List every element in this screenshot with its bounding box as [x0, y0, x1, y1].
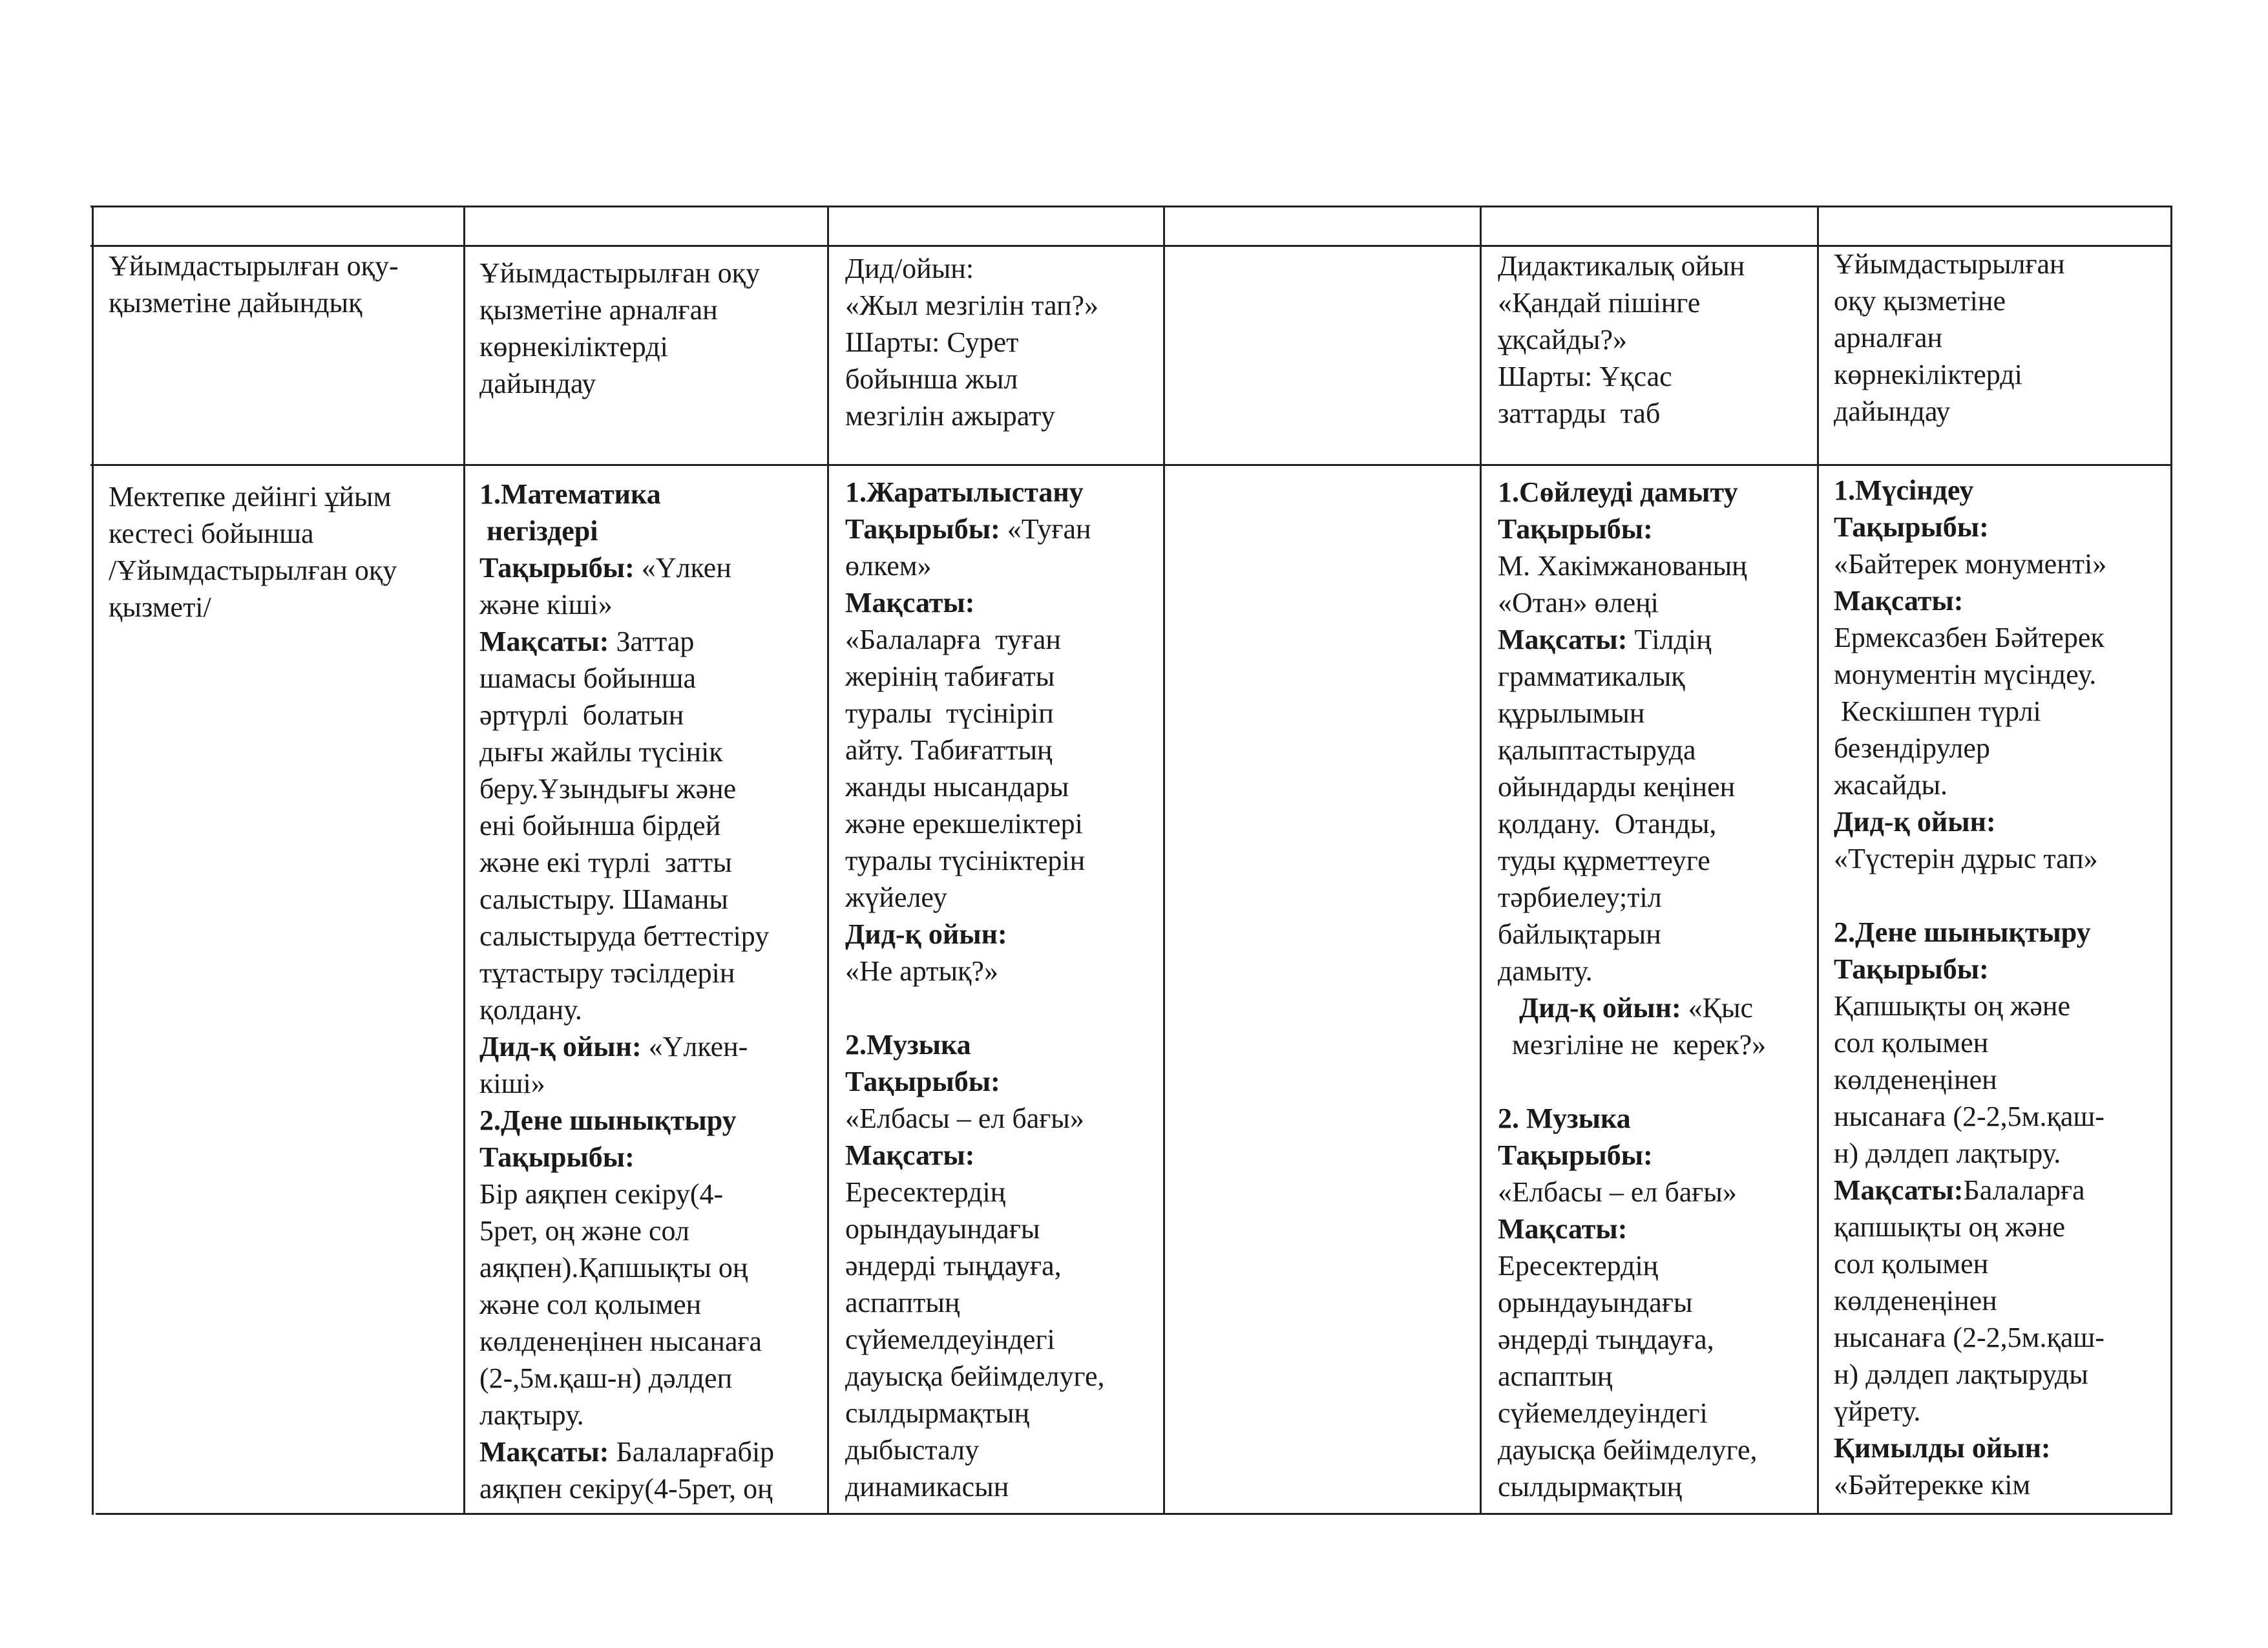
cell-line: [1498, 989, 1766, 1026]
line-text: орындауындағы: [845, 1213, 1040, 1245]
cell-line: [845, 474, 1105, 511]
line-text: аяқпен секіру(4-5рет, оң: [479, 1473, 773, 1505]
line-text: туралы түсініктерін: [845, 845, 1086, 876]
cell-line: [1498, 621, 1766, 658]
cell-line: [845, 1100, 1105, 1137]
line-text: «Байтерек монументі»: [1834, 548, 2107, 580]
line-text: дауысқа бейімделуге,: [1498, 1434, 1758, 1466]
line-text: тәрбиелеу;тіл: [1498, 882, 1662, 913]
cell-line: Дидактикалық ойын: [1498, 250, 1745, 282]
line-text: ойындарды кеңінен: [1498, 771, 1736, 803]
cell-line: [845, 1174, 1105, 1210]
cell-line: [1834, 1430, 2106, 1466]
line-text: н) дәлдеп лақтыру.: [1834, 1137, 2061, 1169]
line-text: қолдану.: [479, 994, 582, 1026]
cell-line: [1834, 1466, 2106, 1503]
table-col-rule: [2170, 206, 2172, 1515]
cell-line: [845, 879, 1105, 916]
cell-line: көрнекіліктерді: [1834, 359, 2022, 390]
cell-line: [1498, 1431, 1766, 1468]
line-text: салыстыруда беттестіру: [479, 920, 770, 952]
bold-label: Тақырыбы:: [845, 1066, 1000, 1097]
table-col-rule: [827, 206, 829, 1515]
line-text: орындауындағы: [1498, 1287, 1693, 1318]
line-text: құрылымын: [1498, 697, 1645, 729]
line-text: айту. Табиғаттың: [845, 734, 1053, 766]
line-text: қызметі/: [109, 591, 211, 623]
line-text: және ерекшеліктері: [845, 808, 1083, 840]
line-text: «Үлкен: [641, 552, 731, 584]
cell-line: [1834, 582, 2106, 619]
cell-line: [845, 621, 1105, 658]
line-text: «Түстерін дұрыс тап»: [1834, 843, 2098, 874]
bold-label: Тақырыбы:: [845, 513, 1007, 545]
cell-line: [845, 1063, 1105, 1100]
cell-line: [845, 1431, 1105, 1468]
bold-label: Мақсаты:: [1834, 1174, 1964, 1206]
line-text: нысанаға (2-2,5м.қаш-: [1834, 1322, 2105, 1353]
cell-line: [1498, 1174, 1766, 1210]
cell-line: [479, 1028, 774, 1065]
cell-line: [1834, 509, 2106, 545]
table-col-rule: [1817, 206, 1819, 1515]
table-col-rule: [1163, 206, 1165, 1515]
cell-line: [845, 511, 1105, 547]
line-text: Кескішпен түрлі: [1834, 695, 2041, 727]
line-text: салыстыру. Шаманы: [479, 883, 728, 915]
line-text: сүйемелдеуіндегі: [1498, 1397, 1708, 1429]
header-cell-col2: [479, 255, 760, 402]
cell-line: [1498, 1468, 1766, 1505]
cell-line: [479, 660, 774, 697]
cell-line: [1834, 877, 2106, 914]
cell-line: [1498, 1321, 1766, 1358]
cell-line: [479, 1176, 774, 1212]
line-text: кіші»: [479, 1068, 545, 1099]
cell-line: [1834, 656, 2106, 693]
line-text: дауысқа бейімделуге,: [845, 1360, 1105, 1392]
cell-line: [1498, 474, 1766, 511]
cell-line: [845, 1321, 1105, 1358]
table-col-rule: [463, 206, 465, 1515]
bold-label: 1.Сөйлеуді дамыту: [1498, 476, 1738, 508]
cell-line: дайындау: [479, 368, 596, 399]
cell-line: [479, 1249, 774, 1286]
cell-line: бойынша жыл: [845, 363, 1018, 395]
cell-line: [479, 918, 774, 955]
line-text: жасайды.: [1834, 769, 1948, 801]
cell-line: [1498, 879, 1766, 916]
header-cell-col1: [109, 248, 399, 321]
line-text: қолдану. Отанды,: [1498, 808, 1717, 840]
line-text: сүйемелдеуіндегі: [845, 1324, 1055, 1355]
line-text: қалыптастыруда: [1498, 734, 1696, 766]
cell-line: қызметіне арналған: [479, 294, 718, 326]
line-text: дыбысталу: [845, 1434, 980, 1466]
cell-line: [479, 770, 774, 807]
cell-line: [479, 1397, 774, 1433]
cell-line: [845, 1358, 1105, 1395]
cell-line: «Қандай пішінге: [1498, 287, 1701, 319]
cell-line: [1498, 1026, 1766, 1063]
cell-line: ұқсайды?»: [1498, 324, 1627, 355]
cell-line: [479, 1286, 774, 1323]
bold-label: 1.Мүсіндеу: [1834, 474, 1974, 506]
cell-line: [1834, 472, 2106, 509]
bold-label: Тақырыбы:: [1834, 511, 1989, 543]
cell-line: [479, 1065, 774, 1102]
cell-line: [1498, 732, 1766, 768]
cell-line: Шарты: Сурет: [845, 326, 1019, 358]
line-text: «Елбасы – ел бағы»: [845, 1103, 1084, 1134]
cell-line: [1834, 1245, 2106, 1282]
cell-line: [1498, 1137, 1766, 1174]
cell-line: [479, 1139, 774, 1176]
cell-line: [1498, 1247, 1766, 1284]
header-cell-col6: [1834, 246, 2065, 430]
cell-line: [1498, 1358, 1766, 1395]
line-text: тұтастыру тәсілдерін: [479, 957, 735, 989]
line-text: жерінің табиғаты: [845, 660, 1055, 692]
header-cell-col5: [1498, 248, 1745, 432]
cell-line: арналған: [1834, 322, 1943, 354]
activity-cell-col2: [479, 476, 774, 1507]
line-text: н) дәлдеп лақтыруды: [1834, 1358, 2088, 1390]
line-text: жанды нысандары: [845, 771, 1069, 803]
cell-line: [479, 586, 774, 623]
cell-line: «Жыл мезгілін тап?»: [845, 290, 1099, 321]
cell-line: [845, 658, 1105, 695]
bold-label: Мақсаты:: [479, 626, 616, 657]
line-text: М. Хакімжанованың: [1498, 550, 1747, 582]
cell-line: [1834, 803, 2106, 840]
cell-line: [845, 1137, 1105, 1174]
cell-line: [1834, 914, 2106, 951]
line-text: «Үлкен-: [648, 1031, 748, 1062]
activity-cell-col6: [1834, 472, 2106, 1503]
bold-label: Мақсаты:: [845, 1139, 975, 1171]
cell-line: [479, 1433, 774, 1470]
cell-line: [845, 953, 1105, 989]
line-text: сол қолымен: [1834, 1248, 1989, 1280]
cell-line: [1498, 1063, 1766, 1100]
cell-line: [1834, 1135, 2106, 1172]
cell-line: [479, 991, 774, 1028]
cell-line: [1834, 619, 2106, 656]
cell-line: [1834, 545, 2106, 582]
cell-line: [1834, 1209, 2106, 1245]
line-text: шамасы бойынша: [479, 662, 697, 694]
bold-label: Мақсаты:: [1498, 624, 1635, 655]
cell-line: [845, 732, 1105, 768]
line-text: көлденеңінен: [1834, 1064, 1997, 1095]
cell-line: [845, 768, 1105, 805]
cell-line: [845, 916, 1105, 953]
bold-label: Тақырыбы:: [479, 552, 642, 584]
cell-line: [1834, 951, 2106, 988]
cell-line: [1498, 1395, 1766, 1431]
line-text: байлықтарын: [1498, 918, 1661, 950]
line-text: беру.Ұзындығы және: [479, 773, 737, 805]
table-rule-middle: [90, 464, 2172, 466]
cell-line: [1498, 1100, 1766, 1137]
line-text: 5рет, оң және сол: [479, 1215, 689, 1247]
table-border-top: [90, 206, 2172, 207]
cell-line: [479, 1212, 774, 1249]
cell-line: [1498, 695, 1766, 732]
cell-line: [109, 552, 397, 589]
bold-label: Тақырыбы:: [479, 1141, 635, 1173]
cell-line: [1834, 1172, 2106, 1209]
cell-line: мезгілін ажырату: [845, 400, 1055, 432]
cell-line: Шарты: Ұқсас: [1498, 361, 1672, 392]
line-text: безендірулер: [1834, 732, 1990, 764]
line-text: Мектепке дейінгі ұйым: [109, 481, 392, 512]
line-text: мезгіліне не керек?»: [1498, 1029, 1767, 1061]
cell-line: [1498, 1210, 1766, 1247]
line-text: және сол қолымен: [479, 1289, 702, 1320]
cell-line: [845, 1284, 1105, 1321]
cell-line: Ұйымдастырылған оқу: [479, 257, 760, 289]
table-col-rule: [92, 206, 94, 1515]
cell-line: [479, 1323, 774, 1360]
line-text: кестесі бойынша: [109, 518, 314, 549]
line-text: дамыту.: [1498, 955, 1593, 987]
cell-line: [1834, 988, 2106, 1024]
line-text: /Ұйымдастырылған оқу: [109, 555, 397, 586]
cell-line: [1498, 1284, 1766, 1321]
line-text: (2-,5м.қаш-н) дәлдеп: [479, 1362, 733, 1394]
line-text: грамматикалық: [1498, 660, 1685, 692]
cell-line: [479, 844, 774, 881]
bold-label: Мақсаты:: [1834, 585, 1964, 617]
line-text: аспаптың: [845, 1287, 960, 1318]
line-text: әртүрлі болатын: [479, 699, 684, 731]
line-text: қапшықты оң және: [1834, 1211, 2066, 1243]
line-text: ені бойынша бірдей: [479, 810, 721, 841]
bold-label: Дид-қ ойын:: [479, 1031, 649, 1062]
cell-line: [1498, 768, 1766, 805]
cell-line: [1834, 1024, 2106, 1061]
cell-line: [109, 478, 397, 515]
cell-line: [479, 734, 774, 770]
line-text: Қапшықты оң және: [1834, 990, 2071, 1022]
line-text: Тілдің: [1634, 624, 1712, 655]
cell-line: [845, 547, 1105, 584]
cell-line: [845, 1395, 1105, 1431]
cell-line: қызметіне дайындық: [109, 287, 362, 319]
line-text: өлкем»: [845, 550, 932, 582]
bold-label: Қимылды ойын:: [1834, 1432, 2051, 1464]
line-text: «Не артық?»: [845, 955, 998, 987]
cell-line: [479, 1102, 774, 1139]
cell-line: [1834, 1061, 2106, 1098]
cell-line: оқу қызметіне: [1834, 285, 2006, 317]
cell-line: [845, 842, 1105, 879]
cell-line: [1834, 730, 2106, 766]
bold-label: 2.Дене шынықтыру: [479, 1104, 737, 1136]
bold-label: Дид-қ ойын:: [845, 918, 1007, 950]
line-text: Ересектердің: [845, 1176, 1006, 1208]
cell-line: [1834, 1098, 2106, 1135]
table-border-bottom: [96, 1513, 2172, 1515]
cell-line: [845, 805, 1105, 842]
line-text: сол қолымен: [1834, 1027, 1989, 1059]
cell-line: [109, 515, 397, 552]
cell-line: [845, 989, 1105, 1026]
cell-line: [1498, 511, 1766, 547]
line-text: аспаптың: [1498, 1360, 1613, 1392]
cell-line: [1498, 658, 1766, 695]
cell-line: [479, 1470, 774, 1507]
line-text: «Елбасы – ел бағы»: [1498, 1176, 1737, 1208]
line-text: «Балаларға туған: [845, 624, 1061, 655]
header-cell-col3: [845, 250, 1098, 434]
bold-label: Мақсаты:: [479, 1436, 616, 1468]
cell-line: Дид/ойын:: [845, 253, 974, 284]
cell-line: [1834, 1282, 2106, 1319]
line-text: көлденеңінен нысанаға: [479, 1326, 762, 1357]
line-text: Заттар: [616, 626, 695, 657]
cell-line: заттарды таб: [1498, 397, 1661, 429]
cell-line: [1498, 584, 1766, 621]
cell-line: [1498, 842, 1766, 879]
bold-label: Тақырыбы:: [1834, 953, 1989, 985]
bold-label: Мақсаты:: [845, 587, 975, 618]
cell-line: [845, 1247, 1105, 1284]
cell-line: [479, 955, 774, 991]
bold-label: Мақсаты:: [1498, 1213, 1628, 1245]
line-text: «Бәйтерекке кім: [1834, 1469, 2031, 1501]
line-text: Ересектердің: [1498, 1250, 1659, 1282]
cell-line: көрнекіліктерді: [479, 331, 668, 363]
bold-label: Тақырыбы:: [1498, 1139, 1653, 1171]
cell-line: Ұйымдастырылған оқу-: [109, 250, 399, 282]
cell-line: [479, 881, 774, 918]
cell-line: дайындау: [1834, 396, 1951, 427]
bold-label: Дид-қ ойын:: [1834, 806, 1996, 838]
line-text: көлденеңінен: [1834, 1285, 1997, 1316]
bold-label: 1.Математика: [479, 478, 661, 510]
bold-label: 1.Жаратылыстану: [845, 476, 1084, 508]
table-col-rule: [1480, 206, 1482, 1515]
activity-cell-col1: [109, 478, 397, 626]
cell-line: [479, 476, 774, 512]
line-text: әндерді тыңдауға,: [1498, 1324, 1714, 1355]
line-text: жүйелеу: [845, 882, 947, 913]
line-text: сылдырмақтың: [1498, 1471, 1683, 1503]
cell-line: [479, 807, 774, 844]
line-text: дығы жайлы түсінік: [479, 736, 723, 768]
bold-label: 2. Музыка: [1498, 1103, 1631, 1134]
line-text: туралы түсініріп: [845, 697, 1054, 729]
cell-line: [1834, 1319, 2106, 1356]
cell-line: [1834, 693, 2106, 730]
line-text: нысанаға (2-2,5м.қаш-: [1834, 1101, 2105, 1132]
line-text: динамикасын: [845, 1471, 1009, 1503]
line-text: «Отан» өлеңі: [1498, 587, 1659, 618]
cell-line: [1498, 547, 1766, 584]
cell-line: [109, 589, 397, 626]
cell-line: [479, 549, 774, 586]
cell-line: [479, 512, 774, 549]
line-text: әндерді тыңдауға,: [845, 1250, 1062, 1282]
cell-line: [845, 1026, 1105, 1063]
bold-label: Тақырыбы:: [1498, 513, 1653, 545]
cell-line: [1498, 953, 1766, 989]
line-text: «Туған: [1007, 513, 1091, 545]
cell-line: [479, 623, 774, 660]
cell-line: Ұйымдастырылған: [1834, 248, 2065, 280]
line-text: лақтыру.: [479, 1399, 584, 1431]
line-text: аяқпен).Қапшықты оң: [479, 1252, 748, 1284]
cell-line: [1834, 1393, 2106, 1430]
cell-line: [1834, 840, 2106, 877]
bold-label: негіздері: [479, 515, 598, 547]
cell-line: [845, 584, 1105, 621]
bold-label: 2.Музыка: [845, 1029, 971, 1061]
activity-cell-col3: [845, 474, 1105, 1505]
cell-line: [845, 1210, 1105, 1247]
bold-label: 2.Дене шынықтыру: [1834, 916, 2091, 948]
bold-label: Дид-қ ойын:: [1498, 992, 1688, 1024]
cell-line: [479, 697, 774, 734]
cell-line: [1498, 805, 1766, 842]
cell-line: [845, 695, 1105, 732]
line-text: Бір аяқпен секіру(4-: [479, 1178, 724, 1210]
activity-cell-col5: [1498, 474, 1766, 1505]
cell-line: [1834, 766, 2106, 803]
cell-line: [1498, 916, 1766, 953]
cell-line: [1834, 1356, 2106, 1393]
line-text: және кіші»: [479, 589, 613, 620]
line-text: сылдырмақтың: [845, 1397, 1030, 1429]
cell-line: [845, 1468, 1105, 1505]
line-text: «Қыс: [1688, 992, 1754, 1024]
line-text: Балаларға: [1963, 1174, 2085, 1206]
line-text: туды құрметтеуге: [1498, 845, 1710, 876]
line-text: Балаларғабір: [616, 1436, 775, 1468]
line-text: және екі түрлі затты: [479, 847, 732, 878]
line-text: монументін мүсіндеу.: [1834, 659, 2097, 690]
cell-line: [479, 1360, 774, 1397]
line-text: үйрету.: [1834, 1395, 1921, 1427]
line-text: Ермексазбен Бәйтерек: [1834, 622, 2105, 653]
